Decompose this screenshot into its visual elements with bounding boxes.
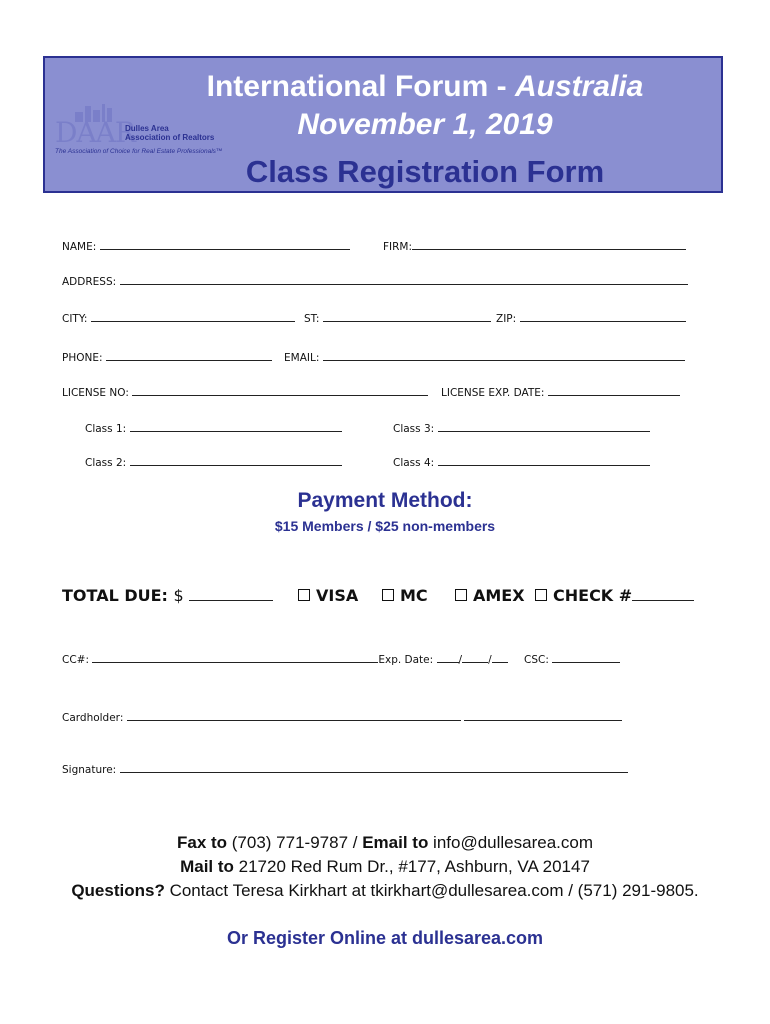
- exp-year-line[interactable]: [492, 652, 508, 663]
- mail-label: Mail to: [180, 857, 234, 876]
- zip-line[interactable]: [520, 311, 686, 322]
- address-field[interactable]: [62, 274, 688, 288]
- state-field[interactable]: [304, 311, 491, 325]
- exp-sep-2: /: [488, 654, 492, 666]
- amex-checkbox[interactable]: [455, 589, 467, 601]
- state-label: ST:: [304, 313, 320, 325]
- logo-wordmark: DAAR: [55, 116, 135, 149]
- class1-field[interactable]: [85, 421, 342, 435]
- cc-line[interactable]: [92, 652, 378, 663]
- email-to-label: Email to: [362, 833, 429, 852]
- check-option[interactable]: [535, 586, 694, 605]
- check-label: CHECK #: [553, 586, 633, 605]
- class1-line[interactable]: [130, 421, 342, 432]
- firm-label: FIRM:: [383, 241, 413, 253]
- event-title: International Forum - Australia: [206, 70, 644, 103]
- visa-label: VISA: [316, 586, 359, 605]
- license-exp-label: LICENSE EXP. DATE:: [441, 387, 545, 399]
- city-field[interactable]: [62, 311, 295, 325]
- firm-line[interactable]: [412, 239, 686, 250]
- mc-label: MC: [400, 586, 428, 605]
- csc-field[interactable]: [524, 652, 620, 666]
- total-due-label: TOTAL DUE:: [62, 586, 168, 605]
- license-field[interactable]: [62, 385, 428, 399]
- questions-line: [0, 881, 770, 901]
- cardholder-label: Cardholder:: [62, 712, 124, 724]
- license-label: LICENSE NO:: [62, 387, 129, 399]
- register-online-link[interactable]: Or Register Online at dullesarea.com: [226, 928, 544, 948]
- city-line[interactable]: [91, 311, 295, 322]
- name-line[interactable]: [100, 239, 350, 250]
- total-due-line[interactable]: [189, 586, 273, 601]
- currency-symbol: $: [173, 586, 184, 605]
- cc-field[interactable]: [62, 652, 508, 666]
- questions-label: Questions?: [71, 881, 165, 900]
- license-exp-field[interactable]: [441, 385, 680, 399]
- amex-option[interactable]: [455, 586, 525, 605]
- fax-number: (703) 771-9787 /: [227, 833, 363, 852]
- class2-field[interactable]: [85, 455, 342, 469]
- payment-title: Payment Method:: [297, 489, 473, 512]
- fax-label: Fax to: [176, 833, 228, 852]
- csc-label: CSC:: [524, 654, 549, 666]
- class3-field[interactable]: [393, 421, 650, 435]
- class1-label: Class 1:: [85, 423, 127, 435]
- cardholder-line[interactable]: [127, 710, 461, 721]
- check-number-line[interactable]: [632, 586, 694, 601]
- zip-label: ZIP:: [496, 313, 517, 325]
- email-line[interactable]: [323, 350, 685, 361]
- class2-line[interactable]: [130, 455, 342, 466]
- amex-label: AMEX: [473, 586, 525, 605]
- daar-logo: [53, 102, 233, 162]
- firm-field[interactable]: [383, 239, 686, 253]
- name-field[interactable]: [62, 239, 350, 253]
- header-banner: [43, 56, 723, 193]
- class4-line[interactable]: [438, 455, 650, 466]
- class2-label: Class 2:: [85, 457, 127, 469]
- total-due-field[interactable]: [62, 586, 273, 605]
- signature-field[interactable]: [62, 762, 628, 776]
- city-label: CITY:: [62, 313, 88, 325]
- logo-org-name: Dulles Area Association of Realtors: [125, 124, 215, 142]
- cardholder-line-2[interactable]: [464, 710, 622, 721]
- mail-address: 21720 Red Rum Dr., #177, Ashburn, VA 20147: [233, 857, 590, 876]
- fax-email-line: [0, 833, 770, 853]
- email-label: EMAIL:: [284, 352, 320, 364]
- visa-checkbox[interactable]: [298, 589, 310, 601]
- address-line[interactable]: [120, 274, 688, 285]
- email-address[interactable]: info@dullesarea.com: [428, 833, 593, 852]
- event-date: November 1, 2019: [297, 108, 553, 141]
- zip-field[interactable]: [496, 311, 686, 325]
- exp-day-line[interactable]: [462, 652, 488, 663]
- payment-pricing: $15 Members / $25 non-members: [274, 518, 496, 534]
- cardholder-field[interactable]: [62, 710, 622, 724]
- class4-label: Class 4:: [393, 457, 435, 469]
- class4-field[interactable]: [393, 455, 650, 469]
- cc-label: CC#:: [62, 654, 89, 666]
- mc-option[interactable]: [382, 586, 428, 605]
- class3-line[interactable]: [438, 421, 650, 432]
- email-field[interactable]: [284, 350, 685, 364]
- mc-checkbox[interactable]: [382, 589, 394, 601]
- exp-month-line[interactable]: [437, 652, 459, 663]
- contact-info: Contact Teresa Kirkhart at tkirkhart@dullesarea.com / (571) 291-9805.: [164, 881, 699, 900]
- address-label: ADDRESS:: [62, 276, 117, 288]
- phone-label: PHONE:: [62, 352, 103, 364]
- exp-sep-1: /: [458, 654, 463, 666]
- class3-label: Class 3:: [393, 423, 435, 435]
- license-exp-line[interactable]: [548, 385, 680, 396]
- name-label: NAME:: [62, 241, 97, 253]
- visa-option[interactable]: [298, 586, 358, 605]
- logo-tagline: The Association of Choice for Real Estate Professionals™: [55, 148, 223, 155]
- mail-line: [0, 857, 770, 877]
- form-title: Class Registration Form: [245, 154, 605, 189]
- check-checkbox[interactable]: [535, 589, 547, 601]
- license-line[interactable]: [132, 385, 428, 396]
- signature-line[interactable]: [120, 762, 628, 773]
- state-line[interactable]: [323, 311, 491, 322]
- csc-line[interactable]: [552, 652, 620, 663]
- phone-line[interactable]: [106, 350, 272, 361]
- signature-label: Signature:: [62, 764, 117, 776]
- phone-field[interactable]: [62, 350, 272, 364]
- exp-date-label: Exp. Date:: [378, 654, 434, 666]
